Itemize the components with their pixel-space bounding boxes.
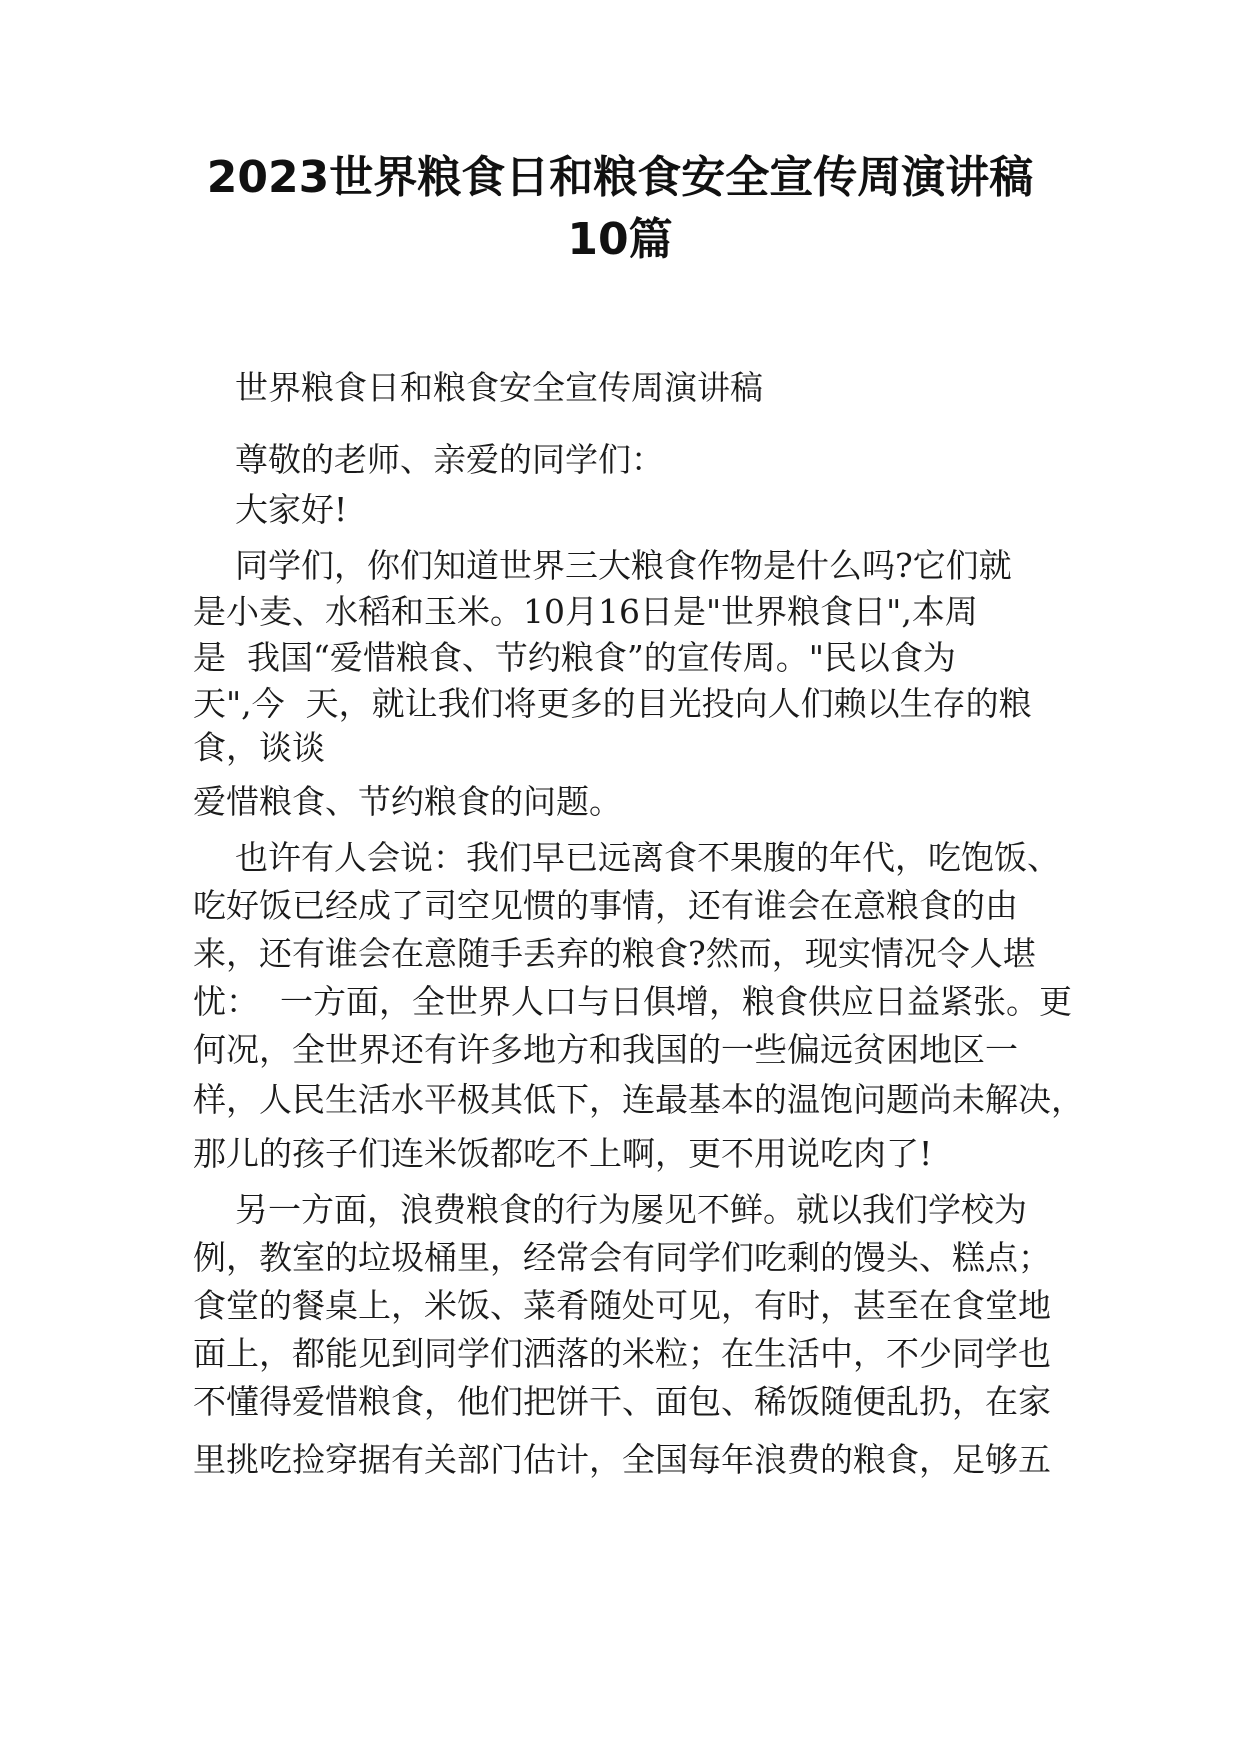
body-line-15: 样，人民生活水平极其低下，连最基本的温饱问题尚未解决， [193, 1080, 1084, 1119]
body-line-21: 不懂得爱惜粮食，他们把饼干、面包、稀饭随便乱扔，在家 [193, 1382, 1051, 1421]
body-line-6: 是 我国“爱惜粮食、节约粮食”的宣传周。"民以食为 [193, 638, 956, 677]
body-line-4: 同学们，你们知道世界三大粮食作物是什么吗?它们就 [193, 546, 1012, 585]
body-line-19: 食堂的餐桌上，米饭、菜肴随处可见，有时，甚至在食堂地 [193, 1286, 1051, 1325]
body-line-3: 大家好! [193, 490, 348, 529]
body-line-14: 何况，全世界还有许多地方和我国的一些偏远贫困地区一 [193, 1030, 1018, 1069]
body-line-13: 忧： 一方面，全世界人口与日俱增，粮食供应日益紧张。更 [193, 982, 1072, 1021]
body-line-12: 来，还有谁会在意随手丢弃的粮食?然而，现实情况令人堪 [193, 934, 1036, 973]
body-line-16: 那儿的孩子们连米饭都吃不上啊，更不用说吃肉了! [193, 1134, 933, 1173]
body-line-22: 里挑吃捡穿据有关部门估计，全国每年浪费的粮食，足够五 [193, 1440, 1051, 1479]
body-line-18: 例，教室的垃圾桶里，经常会有同学们吃剩的馒头、糕点； [193, 1238, 1051, 1277]
body-line-8: 食，谈谈 [193, 728, 325, 767]
body-line-20: 面上，都能见到同学们洒落的米粒；在生活中，不少同学也 [193, 1334, 1051, 1373]
body-line-17: 另一方面，浪费粮食的行为屡见不鲜。就以我们学校为 [193, 1190, 1027, 1229]
document-title-line-2: 10篇 [567, 214, 673, 265]
document-title-line-1: 2023世界粮食日和粮食安全宣传周演讲稿 [206, 152, 1034, 203]
body-line-10: 也许有人会说：我们早已远离食不果腹的年代，吃饱饭、 [193, 838, 1060, 877]
body-line-7: 天",今 天，就让我们将更多的目光投向人们赖以生存的粮 [193, 684, 1032, 723]
body-line-2: 尊敬的老师、亲爱的同学们： [193, 440, 664, 479]
body-line-1: 世界粮食日和粮食安全宣传周演讲稿 [193, 368, 763, 407]
body-line-11: 吃好饭已经成了司空见惯的事情，还有谁会在意粮食的由 [193, 886, 1018, 925]
body-line-5: 是小麦、水稻和玉米。10月16日是"世界粮食日",本周 [193, 592, 978, 631]
body-line-9: 爱惜粮食、节约粮食的问题。 [193, 782, 622, 821]
